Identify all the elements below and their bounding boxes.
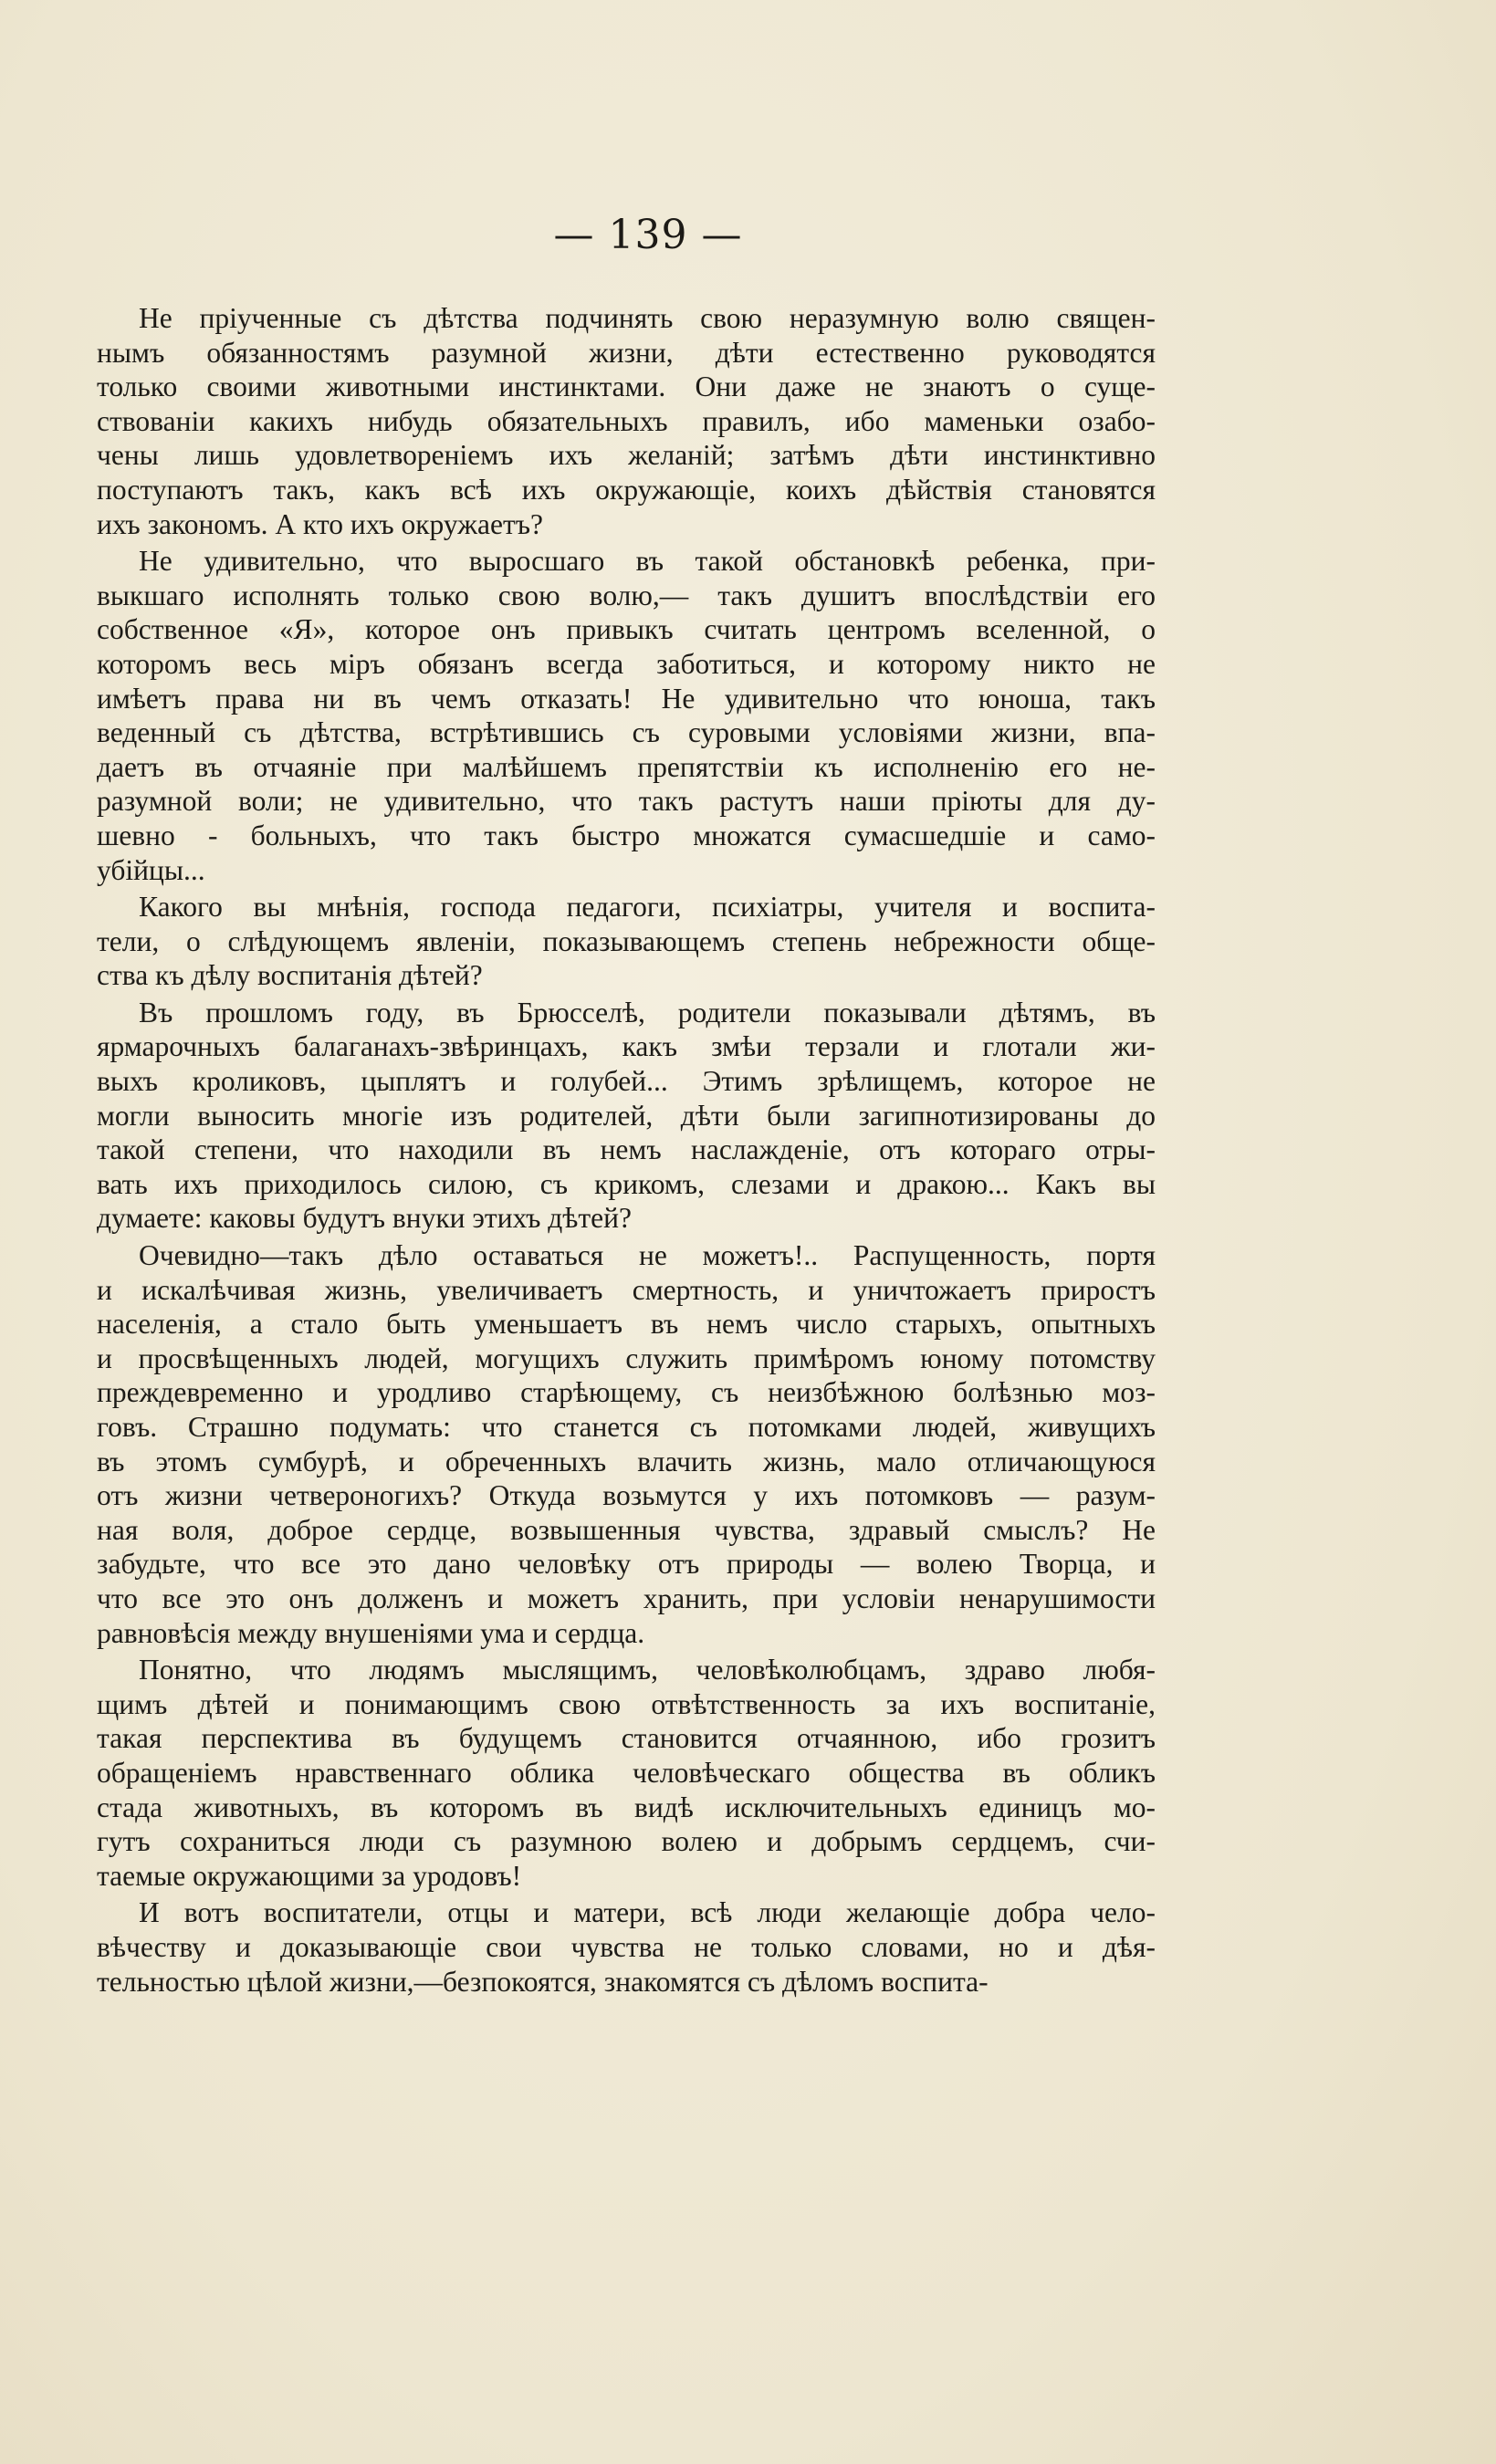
paragraph [97,301,1156,541]
text-line: ства къ дѣлу воспитанія дѣтей? [97,959,483,992]
text-line: равновѣсія между внушеніями ума и сердца. [97,1616,645,1649]
text-line: такой степени, что находили въ немъ наслажденіе, отъ котораго отры- [97,1133,1156,1166]
text-line: вѣчеству и доказывающіе свои чувства не только словами, но и дѣя- [97,1930,1156,1963]
text-line: стада животныхъ, въ которомъ въ видѣ исключительныхъ единицъ мо- [97,1791,1156,1823]
paragraph [97,996,1156,1236]
text-line: преждевременно и уродливо старѣющему, съ неизбѣжною болѣзнью моз- [97,1376,1156,1409]
text-line: говъ. Страшно подумать: что станется съ потомками людей, живущихъ [97,1411,1156,1443]
text-line: Въ прошломъ году, въ Брюсселѣ, родители показывали дѣтямъ, въ [139,996,1156,1028]
text-line: тельностью цѣлой жизни,—безпокоятся, знакомятся съ дѣломъ воспита- [97,1965,989,1998]
paragraph [97,1653,1156,1893]
text-line: Понятно, что людямъ мыслящимъ, человѣколюбцамъ, здраво любя- [139,1654,1156,1686]
text-line: гутъ сохраниться люди съ разумною волею и добрымъ сердцемъ, счи- [97,1825,1156,1858]
text-line: и искалѣчивая жизнь, увеличиваетъ смертность, и уничтожаетъ приростъ [97,1273,1156,1306]
text-line: населенія, а стало быть уменьшаетъ въ немъ число старыхъ, опытныхъ [97,1308,1156,1341]
text-line: которомъ весь міръ обязанъ всегда заботиться, и которому никто не [97,647,1156,680]
paragraph [97,544,1156,887]
text-line: и просвѣщенныхъ людей, могущихъ служить примѣромъ юному потомству [97,1342,1156,1374]
text-line: поступаютъ такъ, какъ всѣ ихъ окружающіе, коихъ дѣйствія становятся [97,473,1156,506]
text-line: ихъ закономъ. А кто ихъ окружаетъ? [97,507,543,540]
text-line: даетъ въ отчаяніе при малѣйшемъ препятствіи къ исполненію его не- [97,750,1156,783]
text-line: Не удивительно, что выросшаго въ такой обстановкѣ ребенка, при- [139,545,1156,578]
text-line: веденный съ дѣтства, встрѣтившись съ суровыми условіями жизни, впа- [97,716,1156,749]
text-line: выкшаго исполнять только свою волю,— такъ душитъ впослѣдствіи его [97,579,1156,611]
text-line: убійцы... [97,853,205,886]
text-line: тели, о слѣдующемъ явленіи, показывающемъ степень небрежности обще- [97,924,1156,957]
text-line: Какого вы мнѣнія, господа педагоги, психіатры, учителя и воспита- [139,891,1156,924]
text-line: И вотъ воспитатели, отцы и матери, всѣ люди желающіе добра чело- [139,1896,1156,1929]
page-number: — 139 — [553,212,743,258]
text-line: собственное «Я», которое онъ привыкъ считать центромъ вселенной, о [97,613,1156,646]
text-line: выхъ кроликовъ, цыплятъ и голубей... Этимъ зрѣлищемъ, которое не [97,1065,1156,1098]
text-line: Очевидно—такъ дѣло оставаться не можетъ!.. Распущенность, портя [139,1239,1156,1272]
text-line: думаете: каковы будутъ внуки этихъ дѣтей? [97,1202,632,1235]
paragraph [97,1895,1156,1999]
text-line: что все это онъ долженъ и можетъ хранить, при условіи ненарушимости [97,1582,1156,1614]
text-line: чены лишь удовлетвореніемъ ихъ желаній; затѣмъ дѣти инстинктивно [97,439,1156,472]
text-line: вать ихъ приходилось силою, съ крикомъ, слезами и дракою... Какъ вы [97,1167,1156,1200]
text-line: ярмарочныхъ балаганахъ-звѣринцахъ, какъ змѣи терзали и глотали жи- [97,1030,1156,1063]
text-line: такая перспектива въ будущемъ становится отчаянною, ибо грозитъ [97,1722,1156,1755]
text-line: отъ жизни четвероногихъ? Откуда возьмутся у ихъ потомковъ — разум- [97,1479,1156,1512]
text-line: имѣетъ права ни въ чемъ отказать! Не удивительно что юноша, такъ [97,682,1156,715]
text-line: ная воля, доброе сердце, возвышенныя чувства, здравый смыслъ? Не [97,1513,1156,1546]
text-line: ствованіи какихъ нибудь обязательныхъ правилъ, ибо маменьки озабо- [97,404,1156,437]
text-line: Не пріученные съ дѣтства подчинять свою неразумную волю священ- [139,302,1156,334]
text-line: только своими животными инстинктами. Они даже не знаютъ о суще- [97,371,1156,403]
text-line: въ этомъ сумбурѣ, и обреченныхъ влачить жизнь, мало отличающуюся [97,1445,1156,1477]
body-text [97,301,1156,2001]
text-line: забудьте, что все это дано человѣку отъ природы — волею Творца, и [97,1548,1156,1581]
text-line: таемые окружающими за уродовъ! [97,1859,522,1892]
text-line: обращеніемъ нравственнаго облика человѣческаго общества въ обликъ [97,1756,1156,1789]
paragraph [97,890,1156,993]
text-line: разумной воли; не удивительно, что такъ растутъ наши пріюты для ду- [97,785,1156,818]
paragraph [97,1238,1156,1650]
text-line: могли выносить многіе изъ родителей, дѣти были загипнотизированы до [97,1099,1156,1132]
text-line: шевно - больныхъ, что такъ быстро множатся сумасшедшіе и само- [97,819,1156,851]
text-line: щимъ дѣтей и понимающимъ свою отвѣтственность за ихъ воспитаніе, [97,1687,1156,1720]
text-line: нымъ обязанностямъ разумной жизни, дѣти естественно руководятся [97,336,1156,369]
